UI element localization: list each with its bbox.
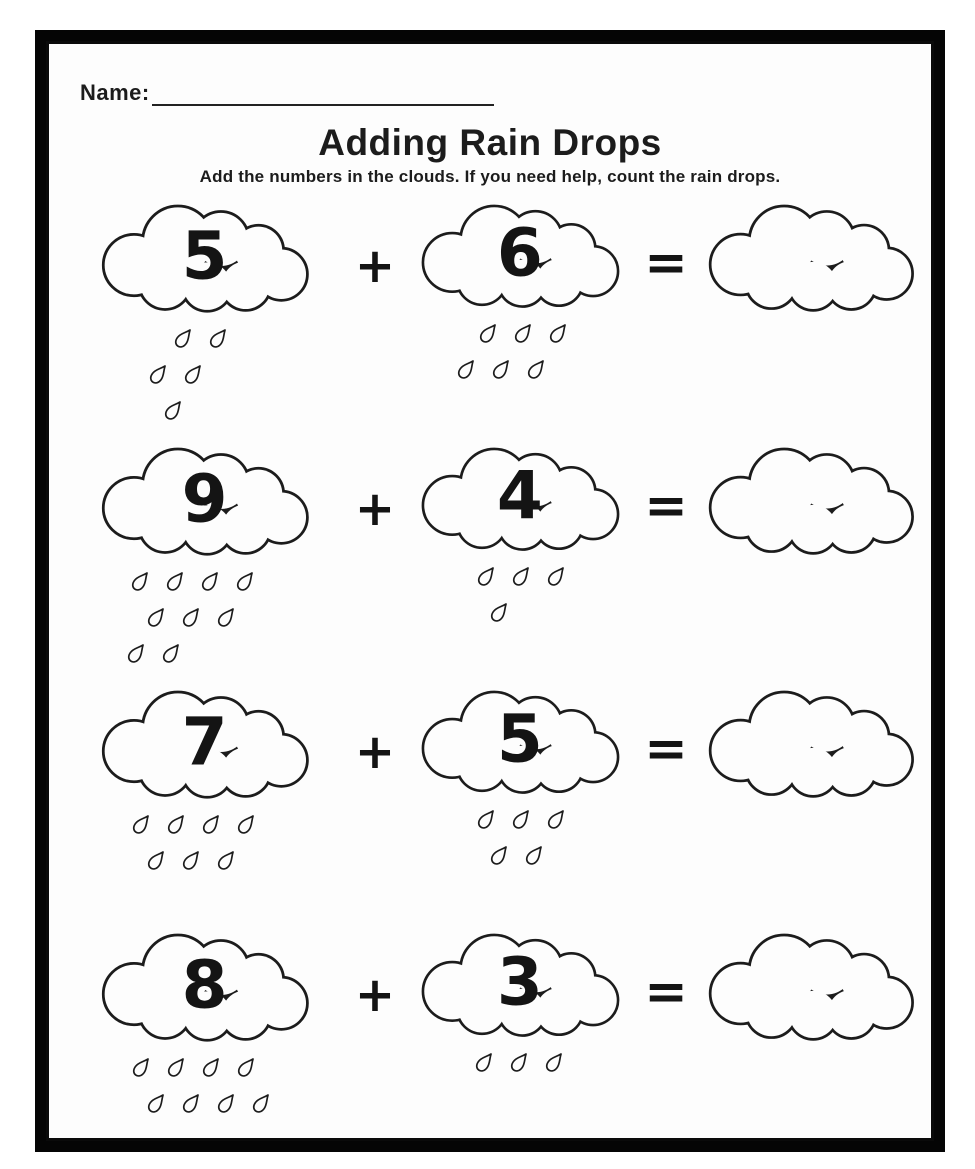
- raindrop-icon: [215, 604, 238, 629]
- raindrop-icon: [200, 811, 223, 836]
- raindrop-row: [99, 325, 331, 361]
- raindrop-icon: [234, 568, 257, 593]
- answer-blank[interactable]: [651, 427, 815, 503]
- problem-row: [49, 930, 931, 1169]
- raindrop-icon: [508, 1049, 531, 1074]
- addend1-value: 9: [181, 460, 228, 538]
- answer-cloud: [701, 687, 929, 805]
- answer-blank[interactable]: [651, 670, 815, 746]
- problems-list: [49, 201, 931, 1169]
- addend1-cloud: [99, 444, 319, 563]
- equals-sign: =: [644, 961, 688, 1022]
- raindrop-icon: [147, 361, 170, 386]
- answer-term: [701, 201, 929, 319]
- plus-sign: +: [354, 723, 396, 780]
- answer-term: [701, 687, 929, 805]
- raindrop-icon: [180, 847, 203, 872]
- equals-sign: =: [644, 232, 688, 293]
- raindrop-icon: [525, 356, 548, 381]
- raindrop-icon: [165, 811, 188, 836]
- raindrop-row: [99, 568, 331, 604]
- addend1-drops: [99, 325, 331, 433]
- raindrop-icon: [200, 1054, 223, 1079]
- raindrop-row: [99, 604, 331, 640]
- problem-row: [49, 444, 931, 687]
- raindrop-row: [99, 1090, 331, 1126]
- problem-row: [49, 687, 931, 930]
- name-input-line[interactable]: [152, 84, 494, 106]
- name-row: [49, 44, 931, 106]
- raindrop-row: [419, 563, 631, 599]
- worksheet-instructions: Add the numbers in the clouds. If you need help, count the rain drops.: [199, 167, 781, 186]
- raindrop-row: [99, 640, 331, 676]
- raindrop-icon: [475, 563, 498, 588]
- answer-cloud: [701, 444, 929, 562]
- raindrop-icon: [145, 604, 168, 629]
- answer-term: [701, 444, 929, 562]
- raindrop-row: [99, 361, 331, 397]
- addend1-value: 5: [181, 217, 228, 295]
- addend1-drops: [99, 1054, 331, 1126]
- addend1-drops: [99, 568, 331, 676]
- addend2-cloud: [419, 687, 629, 801]
- addend2-value: 3: [496, 943, 543, 1021]
- raindrop-row: [419, 599, 631, 635]
- raindrop-icon: [160, 640, 183, 665]
- raindrop-row: [99, 1054, 331, 1090]
- raindrop-icon: [215, 847, 238, 872]
- raindrop-icon: [164, 568, 187, 593]
- plus-sign: +: [354, 966, 396, 1023]
- raindrop-icon: [510, 563, 533, 588]
- addend2-term: [419, 444, 631, 635]
- raindrop-icon: [129, 568, 152, 593]
- raindrop-row: [99, 811, 331, 847]
- addend2-value: 4: [496, 457, 543, 535]
- raindrop-icon: [182, 361, 205, 386]
- raindrop-icon: [477, 320, 500, 345]
- raindrop-icon: [235, 811, 258, 836]
- raindrop-icon: [510, 806, 533, 831]
- answer-term: [701, 930, 929, 1048]
- raindrop-icon: [488, 842, 511, 867]
- plus-sign: +: [354, 237, 396, 294]
- name-label: Name:: [80, 80, 150, 105]
- worksheet-title: Adding Rain Drops: [318, 122, 662, 163]
- answer-cloud: [701, 930, 929, 1048]
- addend2-term: [419, 687, 631, 878]
- raindrop-row: [419, 1049, 631, 1085]
- raindrop-row: [419, 356, 631, 392]
- raindrop-icon: [130, 811, 153, 836]
- addend2-term: [419, 201, 631, 392]
- raindrop-icon: [455, 356, 478, 381]
- addend2-drops: [419, 563, 631, 635]
- raindrop-row: [419, 842, 631, 878]
- raindrop-icon: [165, 1054, 188, 1079]
- raindrop-row: [99, 847, 331, 883]
- raindrop-icon: [180, 1090, 203, 1115]
- raindrop-icon: [488, 599, 511, 624]
- addend1-drops: [99, 811, 331, 883]
- addend2-drops: [419, 806, 631, 878]
- addend2-drops: [419, 1049, 631, 1085]
- addend1-cloud: [99, 201, 319, 320]
- addend2-value: 5: [496, 700, 543, 778]
- addend1-value: 8: [181, 946, 228, 1024]
- raindrop-icon: [235, 1054, 258, 1079]
- raindrop-icon: [145, 847, 168, 872]
- addend1-value: 7: [181, 703, 228, 781]
- problem-row: [49, 201, 931, 444]
- answer-blank[interactable]: [651, 913, 815, 989]
- raindrop-icon: [523, 842, 546, 867]
- raindrop-icon: [250, 1090, 273, 1115]
- addend1-term: [99, 930, 331, 1126]
- raindrop-icon: [130, 1054, 153, 1079]
- addend1-term: [99, 444, 331, 676]
- raindrop-icon: [543, 1049, 566, 1074]
- raindrop-row: [419, 320, 631, 356]
- equals-sign: =: [644, 718, 688, 779]
- raindrop-icon: [475, 806, 498, 831]
- raindrop-icon: [207, 325, 230, 350]
- raindrop-icon: [473, 1049, 496, 1074]
- raindrop-row: [99, 397, 331, 433]
- addend2-term: [419, 930, 631, 1085]
- raindrop-icon: [545, 806, 568, 831]
- raindrop-icon: [547, 320, 570, 345]
- addend2-drops: [419, 320, 631, 392]
- addend2-cloud: [419, 201, 629, 315]
- raindrop-icon: [125, 640, 148, 665]
- addend2-cloud: [419, 444, 629, 558]
- worksheet-paper: [46, 41, 934, 1141]
- raindrop-row: [419, 806, 631, 842]
- worksheet-frame: [35, 30, 945, 1152]
- addend2-value: 6: [496, 214, 543, 292]
- raindrop-icon: [162, 397, 185, 422]
- raindrop-icon: [490, 356, 513, 381]
- raindrop-icon: [545, 563, 568, 588]
- addend2-cloud: [419, 930, 629, 1044]
- raindrop-icon: [180, 604, 203, 629]
- raindrop-icon: [145, 1090, 168, 1115]
- addend1-cloud: [99, 930, 319, 1049]
- raindrop-icon: [215, 1090, 238, 1115]
- equals-sign: =: [644, 475, 688, 536]
- answer-blank[interactable]: [651, 184, 815, 260]
- addend1-term: [99, 201, 331, 433]
- addend1-cloud: [99, 687, 319, 806]
- answer-cloud: [701, 201, 929, 319]
- plus-sign: +: [354, 480, 396, 537]
- raindrop-icon: [512, 320, 535, 345]
- raindrop-icon: [199, 568, 222, 593]
- addend1-term: [99, 687, 331, 883]
- raindrop-icon: [172, 325, 195, 350]
